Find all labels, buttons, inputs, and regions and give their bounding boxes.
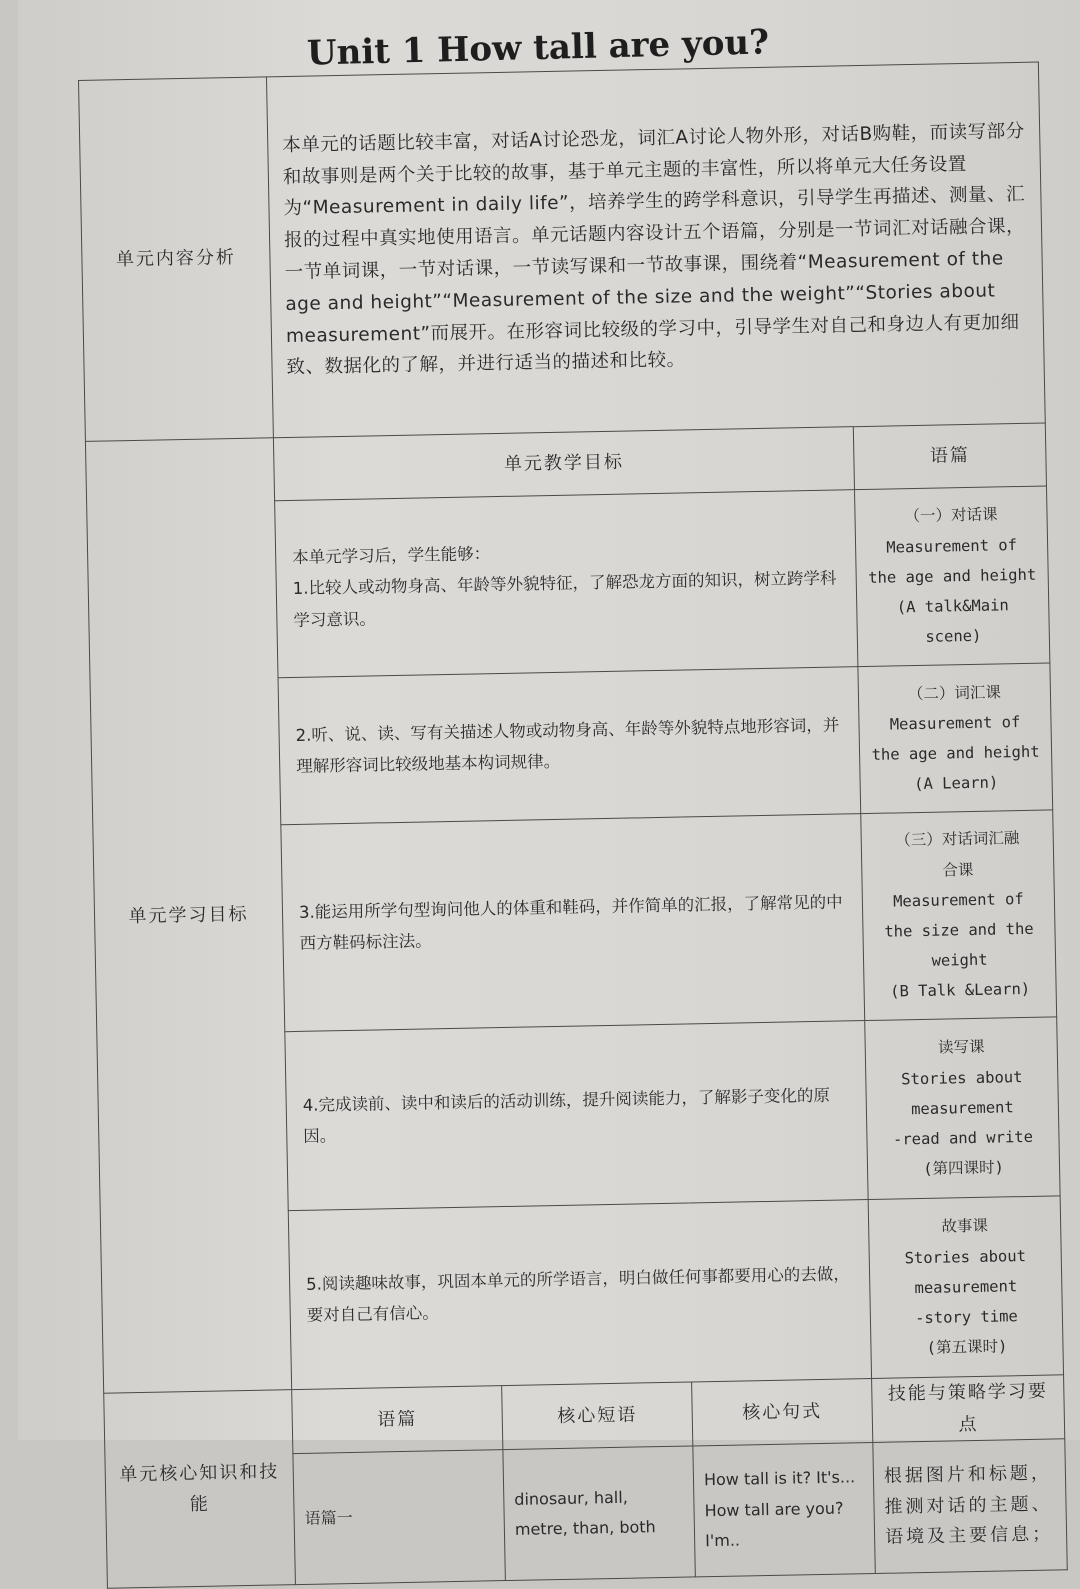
analysis-label: 单元内容分析	[79, 77, 274, 442]
objective-goal: 5.阅读趣味故事，巩固本单元的所学语言，明白做任何事都要用心的去做，要对自己有信心。	[288, 1200, 871, 1390]
passage-line: 故事课	[941, 1217, 989, 1237]
unit-title: Unit 1 How tall are you?	[306, 22, 770, 74]
core-skills: 根据图片和标题，推测对话的主题、语境及主要信息；	[873, 1439, 1068, 1574]
objective-goal	[275, 490, 858, 678]
passage-line: （三）对话词汇融	[895, 829, 1020, 850]
passage-line: (B Talk &Learn)	[890, 980, 1031, 1002]
passage-line: Measurement of	[889, 712, 1021, 734]
objective-intro: 本单元学习后，学生能够：	[292, 544, 491, 567]
objective-goal: 3.能运用所学句型询问他人的体重和鞋码，并作简单的汇报，了解常见的中西方鞋码标注法。	[281, 814, 865, 1032]
passage-line: Measurement of	[886, 535, 1018, 557]
core-phrases: dinosaur, hall, metre, than, both	[503, 1446, 695, 1581]
passage-line: (第四课时)	[923, 1158, 1005, 1179]
passage-line: weight	[931, 950, 988, 970]
unit-plan-table	[78, 62, 1068, 1589]
passage-line: 读写课	[937, 1038, 985, 1058]
passage-line: measurement	[914, 1277, 1018, 1298]
objectives-label: 单元学习目标	[85, 438, 291, 1393]
passage-line: (A Learn)	[914, 773, 999, 794]
objective-passage	[865, 1017, 1060, 1200]
core-header-sentences: 核心句式	[692, 1379, 873, 1446]
passage-line: scene)	[925, 627, 982, 647]
passage-line: Stories about	[901, 1067, 1023, 1089]
passage-line: (A talk&Main	[896, 596, 1009, 617]
document-page	[18, 0, 1080, 1551]
analysis-row	[79, 62, 1046, 441]
core-header-skills: 技能与策略学习要点	[872, 1375, 1065, 1443]
core-header-phrases: 核心短语	[502, 1382, 693, 1450]
core-label: 单元核心知识和技能	[104, 1390, 296, 1589]
objectives-goal-header: 单元教学目标	[273, 427, 854, 501]
passage-line: Stories about	[904, 1246, 1027, 1268]
core-sentences: How tall is it? It's... How tall are you? I'm..	[693, 1442, 875, 1576]
objective-goal: 4.完成读前、读中和读后的活动训练，提升阅读能力，了解影子变化的原因。	[285, 1021, 868, 1211]
passage-line: measurement	[910, 1098, 1014, 1119]
passage-line: -story time	[914, 1307, 1018, 1328]
objective-text: 1.比较人或动物身高、年龄等外貌特征，了解恐龙方面的知识，树立跨学科学习意识。	[292, 568, 837, 630]
passage-line: （一）对话课	[904, 505, 998, 526]
analysis-text: 本单元的话题比较丰富，对话A讨论恐龙，词汇A讨论人物外形，对话B购鞋，而读写部分和故事则是两个关于比较的故事，基于单元主题的丰富性，所以将单元大任务设置为“Measurement in daily life”，培养学生的跨学科意识，引导学生再描述、测量、汇报的过程中真实地使用语言。单元话题内容设计五个语篇，分别是一节词汇对话融合课，一节单词课，一节对话课，一节读写课和一节故事课，围绕着“Measurement of the age and height”“Measurement of the size and the weight”“Stories about measurement”而展开。在形容词比较级的学习中，引导学生对自己和身边人有更加细致、数据化的了解，并进行适当的描述和比较。	[266, 62, 1045, 438]
passage-line: the size and the	[884, 919, 1034, 941]
objective-passage	[858, 663, 1053, 814]
core-header-passage: 语篇	[292, 1386, 503, 1454]
passage-line: 合课	[942, 860, 974, 880]
passage-line: Measurement of	[892, 889, 1024, 911]
objective-passage	[861, 810, 1057, 1021]
passage-line: (第五课时)	[926, 1337, 1008, 1358]
passage-line: （二）词汇课	[907, 682, 1002, 703]
objectives-passage-header: 语篇	[853, 423, 1046, 490]
core-passage: 语篇一	[293, 1450, 505, 1585]
objective-passage	[868, 1196, 1063, 1379]
passage-line: -read and write	[892, 1127, 1034, 1149]
objective-passage	[855, 486, 1050, 667]
objective-goal: 2.听、说、读、写有关描述人物或动物身高、年龄等外貌特点地形容词，并理解形容词比较级地基本构词规律。	[278, 667, 861, 825]
passage-line: the age and height	[868, 565, 1037, 587]
passage-line: the age and height	[871, 742, 1040, 764]
